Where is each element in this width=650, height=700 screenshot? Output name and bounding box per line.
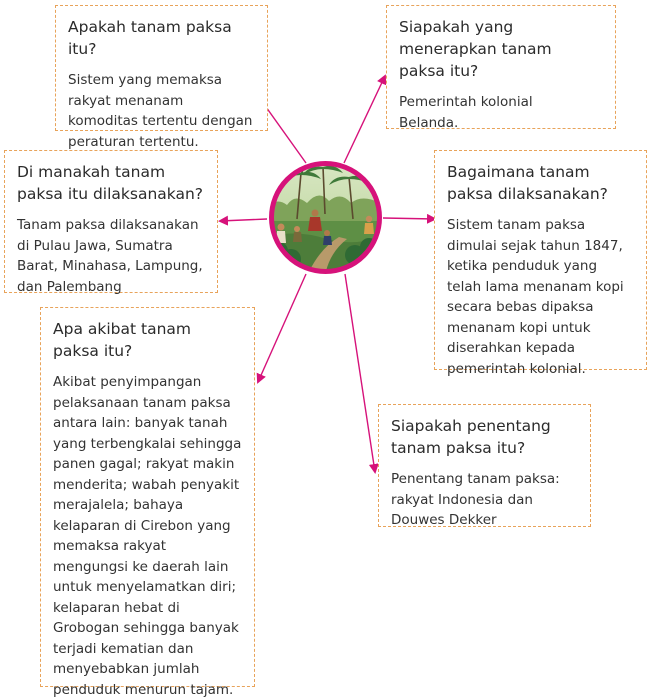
box-what-body: Sistem yang memaksa rakyat menanam komoditas tertentu dengan peraturan tertentu. xyxy=(68,72,253,150)
box-who-applied xyxy=(386,5,616,129)
box-where-body: Tanam paksa dilaksanakan di Pulau Jawa, Sumatra Barat, Minahasa, Lampung, dan Palembang xyxy=(17,217,203,295)
box-effects-body: Akibat penyimpangan pelaksanaan tanam paksa antara lain: banyak tanah yang terbengkalai sehingga panen gagal; rakyat makin menderita; wabah penyakit merajalela; bahaya kelaparan di Cirebon yang memaksa rakyat mengungsi ke daerah lain untuk menyelamatkan diri; kelaparan hebat di Grobogan sehingga banyak terjadi kematian dan menyebabkan jumlah penduduk menurun tajam. xyxy=(53,374,242,698)
box-what-title: Apakah tanam paksa itu? xyxy=(68,18,232,58)
arrow-to-effects xyxy=(258,274,306,382)
box-what xyxy=(55,5,268,150)
arrow-to-how xyxy=(383,218,435,219)
box-opponents-body: Penentang tanam paksa: rakyat Indonesia dan Douwes Dekker xyxy=(391,471,560,528)
box-opponents xyxy=(378,404,591,527)
arrow-to-where xyxy=(220,219,267,221)
plantation-illustration xyxy=(267,159,384,276)
box-effects-title: Apa akibat tanam paksa itu? xyxy=(53,320,191,360)
box-who-applied-body: Pemerintah kolonial Belanda. xyxy=(399,94,533,131)
box-how-body: Sistem tanam paksa dimulai sejak tahun 1847, ketika penduduk yang telah lama menanam kopi secara bebas dipaksa menanam kopi untuk diserahkan kepada pemerintah kolonial. xyxy=(447,217,624,377)
arrow-to-opponents xyxy=(345,274,375,472)
box-where-title: Di manakah tanam paksa itu dilaksanakan? xyxy=(17,163,204,203)
box-how-title: Bagaimana tanam paksa dilaksanakan? xyxy=(447,163,608,203)
box-effects xyxy=(40,307,255,698)
box-how xyxy=(434,150,647,377)
box-opponents-title: Siapakah penentang tanam paksa itu? xyxy=(391,417,551,457)
box-who-applied-title: Siapakah yang menerapkan tanam paksa itu? xyxy=(399,18,552,80)
box-where xyxy=(4,150,218,293)
arrow-to-who-applied xyxy=(344,76,385,163)
